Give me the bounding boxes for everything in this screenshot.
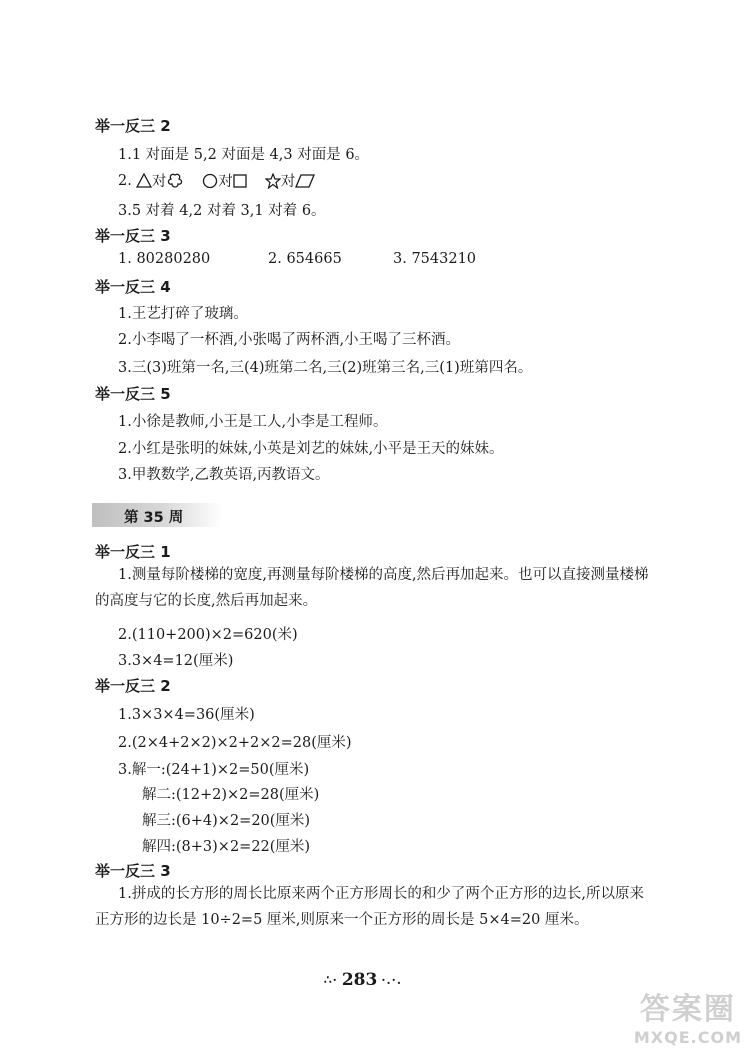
answer-line: 3.5 对着 4,2 对着 3,1 对着 6。 <box>118 203 326 219</box>
circle-icon <box>202 173 218 189</box>
triangle-icon <box>136 173 152 188</box>
page-number <box>320 970 406 990</box>
parallelogram-icon <box>295 174 315 188</box>
line-prefix: 2. <box>118 172 132 189</box>
answer-line: 1.小徐是教师,小王是工人,小李是工程师。 <box>118 414 388 430</box>
week-label: 第 35 周 <box>124 510 184 526</box>
page-number-text: 283 <box>341 970 378 990</box>
pair-word: 对 <box>151 174 167 190</box>
answer-paragraph: 1.拼成的长方形的周长比原来两个正方形周长的和少了两个正方形的边长,所以原来正方形的边长是 10÷2=5 厘米,则原来一个正方形的周长是 5×4=20 厘米。 <box>95 886 644 928</box>
answer-line: 1.1 对面是 5,2 对面是 4,3 对面是 6。 <box>118 147 370 163</box>
answer-line: 1. 80280280 <box>118 251 211 267</box>
answer-line: 解四:(8+3)×2=22(厘米) <box>142 839 311 855</box>
answer-line: 1.王艺打碎了玻璃。 <box>118 306 248 322</box>
section-heading-w2: 举一反三 2 <box>95 677 171 695</box>
section-heading-5: 举一反三 5 <box>95 385 171 403</box>
pair-word: 对 <box>218 174 233 190</box>
answer-line: 3.三(3)班第一名,三(4)班第二名,三(2)班第三名,三(1)班第四名。 <box>118 360 533 376</box>
decor-dots-left: ∴· <box>324 973 338 987</box>
answer-line: 3.解一:(24+1)×2=50(厘米) <box>118 762 310 778</box>
answer-paragraph: 1.测量每阶楼梯的宽度,再测量每阶楼梯的高度,然后再加起来。也可以直接测量楼梯的高度与它的长度,然后再加起来。 <box>95 567 649 609</box>
answer-line: 3. 7543210 <box>393 251 477 267</box>
square-icon <box>233 174 247 188</box>
answer-line: 2. 654665 <box>268 251 342 267</box>
answer-line: 3.3×4=12(厘米) <box>118 653 234 669</box>
star-icon <box>265 173 281 189</box>
week-banner <box>92 503 222 527</box>
decor-dots-right: ·.·. <box>381 973 403 987</box>
watermark-logo <box>634 984 742 1047</box>
answer-line: 解二:(12+2)×2=28(厘米) <box>142 787 320 803</box>
pair-word: 对 <box>280 174 296 190</box>
section-heading-4: 举一反三 4 <box>95 278 171 296</box>
answer-line: 3.甲教数学,乙教英语,丙教语文。 <box>118 467 330 483</box>
answer-line: 1.3×3×4=36(厘米) <box>118 707 255 723</box>
answer-line: 2.小红是张明的妹妹,小英是刘艺的妹妹,小平是王天的妹妹。 <box>118 441 504 457</box>
watermark-top: 答案圈 <box>639 992 736 1027</box>
shape-pair-3 <box>265 170 316 191</box>
section-heading-3: 举一反三 3 <box>95 227 171 245</box>
shape-pair-1 <box>136 170 185 191</box>
answer-line: 2.小李喝了一杯酒,小张喝了两杯酒,小王喝了三杯酒。 <box>118 332 461 348</box>
section-heading-w3: 举一反三 3 <box>95 862 171 880</box>
answer-line: 解三:(6+4)×2=20(厘米) <box>142 813 311 829</box>
section-heading-w1: 举一反三 1 <box>95 543 171 561</box>
section-heading-2: 举一反三 2 <box>95 117 171 135</box>
flower-icon <box>166 173 184 189</box>
shape-pairs-line <box>118 170 329 191</box>
answer-line: 2.(2×4+2×2)×2+2×2=28(厘米) <box>118 735 352 751</box>
watermark-bottom: MXQE.COM <box>633 1028 742 1047</box>
answer-line: 2.(110+200)×2=620(米) <box>118 627 298 643</box>
shape-pair-2 <box>202 170 247 191</box>
